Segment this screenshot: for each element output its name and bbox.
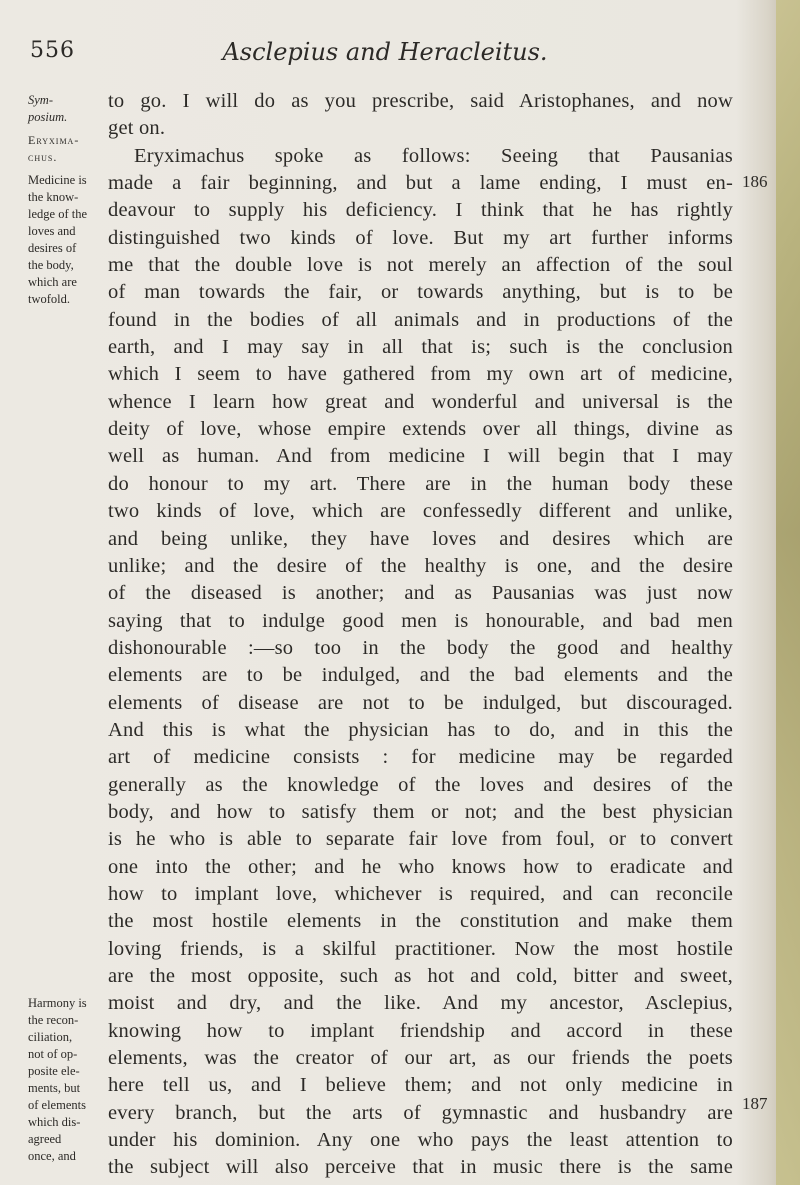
text-line: earth, and I may say in all that is; such is the conclusion <box>108 336 733 359</box>
text-line: And this is what the physician has to do, and in this the <box>108 718 733 741</box>
sidenote-medicine <box>28 172 100 308</box>
page-edge <box>776 0 800 1185</box>
text-line: deity of love, whose empire extends over all things, divine as <box>108 418 733 441</box>
page-header <box>30 38 740 68</box>
page-number: 556 <box>30 38 75 63</box>
text-line: of man towards the fair, or towards anything, but is to be <box>108 281 733 304</box>
text-line: elements are to be indulged, and the bad elements and the <box>108 664 733 687</box>
text-line: loving friends, is a skilful practitioner. Now the most hostile <box>108 937 733 960</box>
sidenote-line: Medicine is <box>28 173 87 187</box>
sidenote-line: the body, <box>28 258 74 272</box>
sidenote-line: chus. <box>28 150 58 164</box>
text-line: which I seem to have gathered from my own art of medicine, <box>108 363 733 386</box>
sidenote-line: not of op- <box>28 1047 78 1061</box>
text-line: unlike; and the desire of the healthy is one, and the desire <box>108 554 733 577</box>
sidenote-line: Sym- <box>28 93 53 107</box>
text-line: get on. <box>108 117 166 140</box>
sidenote-line: ciliation, <box>28 1030 73 1044</box>
sidenote-line: which are <box>28 275 77 289</box>
sidenote-line: desires of <box>28 241 77 255</box>
text-line: made a fair beginning, and but a lame ending, I must en- <box>108 172 733 195</box>
sidenote-line: loves and <box>28 224 76 238</box>
text-line: are the most opposite, such as hot and cold, bitter and sweet, <box>108 965 733 987</box>
sidenote-line: Harmony is <box>28 996 87 1010</box>
sidenote-symposium <box>28 92 100 126</box>
text-line: moist and dry, and the like. And my ancestor, Asclepius, <box>108 992 733 1015</box>
text-line: art of medicine consists : for medicine may be regarded <box>108 746 733 769</box>
text-line: body, and how to satisfy them or not; and the best physician <box>108 800 733 823</box>
text-line: saying that to indulge good men is honourable, and bad men <box>108 609 733 632</box>
text-line: of the diseased is another; and as Pausanias was just now <box>108 582 733 605</box>
sidenote-line: posium. <box>28 110 68 124</box>
sidenote-line: the recon- <box>28 1013 79 1027</box>
text-line: elements of disease are not to be indulged, but discouraged. <box>108 691 733 714</box>
text-line: deavour to supply his deficiency. I think that he has rightly <box>108 199 733 222</box>
text-line: the subject will also perceive that in music there is the same <box>108 1156 733 1179</box>
sidenote-line: twofold. <box>28 292 71 306</box>
text-line: here tell us, and I believe them; and not only medicine in <box>108 1074 733 1097</box>
text-line: distinguished two kinds of love. But my art further informs <box>108 226 733 249</box>
text-line: one into the other; and he who knows how to eradicate and <box>108 855 733 878</box>
text-line: two kinds of love, which are confessedly different and unlike, <box>108 500 733 523</box>
text-line: under his dominion. Any one who pays the least attention to <box>108 1129 733 1152</box>
text-line: generally as the knowledge of the loves and desires of the <box>108 773 733 796</box>
sidenote-harmony <box>28 995 100 1165</box>
sidenote-line: once, and <box>28 1149 76 1163</box>
sidenote-speaker <box>28 132 100 166</box>
text-line: Eryximachus spoke as follows: Seeing that Pausanias <box>134 144 733 167</box>
text-line: do honour to my art. There are in the human body these <box>108 472 733 495</box>
sidenote-line: posite ele- <box>28 1064 80 1078</box>
text-line: found in the bodies of all animals and in productions of the <box>108 308 733 331</box>
text-line: elements, was the creator of our art, as our friends the poets <box>108 1047 733 1070</box>
text-line: whence I learn how great and wonderful and universal is the <box>108 390 733 413</box>
text-line: knowing how to implant friendship and accord in these <box>108 1019 733 1042</box>
sidenote-line: ledge of the <box>28 207 88 221</box>
sidenote-line: Eryxima- <box>28 133 80 147</box>
text-line: every branch, but the arts of gymnastic and husbandry are <box>108 1101 733 1124</box>
text-line: the most hostile elements in the constitution and make them <box>108 910 733 933</box>
running-title: Asclepius and Heracleitus. <box>222 38 548 66</box>
text-line: dishonourable :—so too in the body the good and healthy <box>108 636 733 659</box>
text-line: me that the double love is not merely an affection of the soul <box>108 254 733 277</box>
sidenote-line: agreed <box>28 1132 62 1146</box>
sidenote-line: the know- <box>28 190 79 204</box>
sidenote-line: of elements <box>28 1098 86 1112</box>
body-text <box>108 88 733 1182</box>
text-line: how to implant love, whichever is required, and can reconcile <box>108 882 733 905</box>
text-line: and being unlike, they have loves and desires which are <box>108 527 733 550</box>
sidenote-line: which dis- <box>28 1115 81 1129</box>
sidenote-line: ments, but <box>28 1081 81 1095</box>
text-line: to go. I will do as you prescribe, said Aristophanes, and now <box>108 90 733 112</box>
text-line: is he who is able to separate fair love from foul, or to convert <box>108 828 733 851</box>
margin-number-186: 186 <box>742 172 768 191</box>
text-line: well as human. And from medicine I will begin that I may <box>108 445 733 468</box>
margin-number-187: 187 <box>742 1094 768 1113</box>
